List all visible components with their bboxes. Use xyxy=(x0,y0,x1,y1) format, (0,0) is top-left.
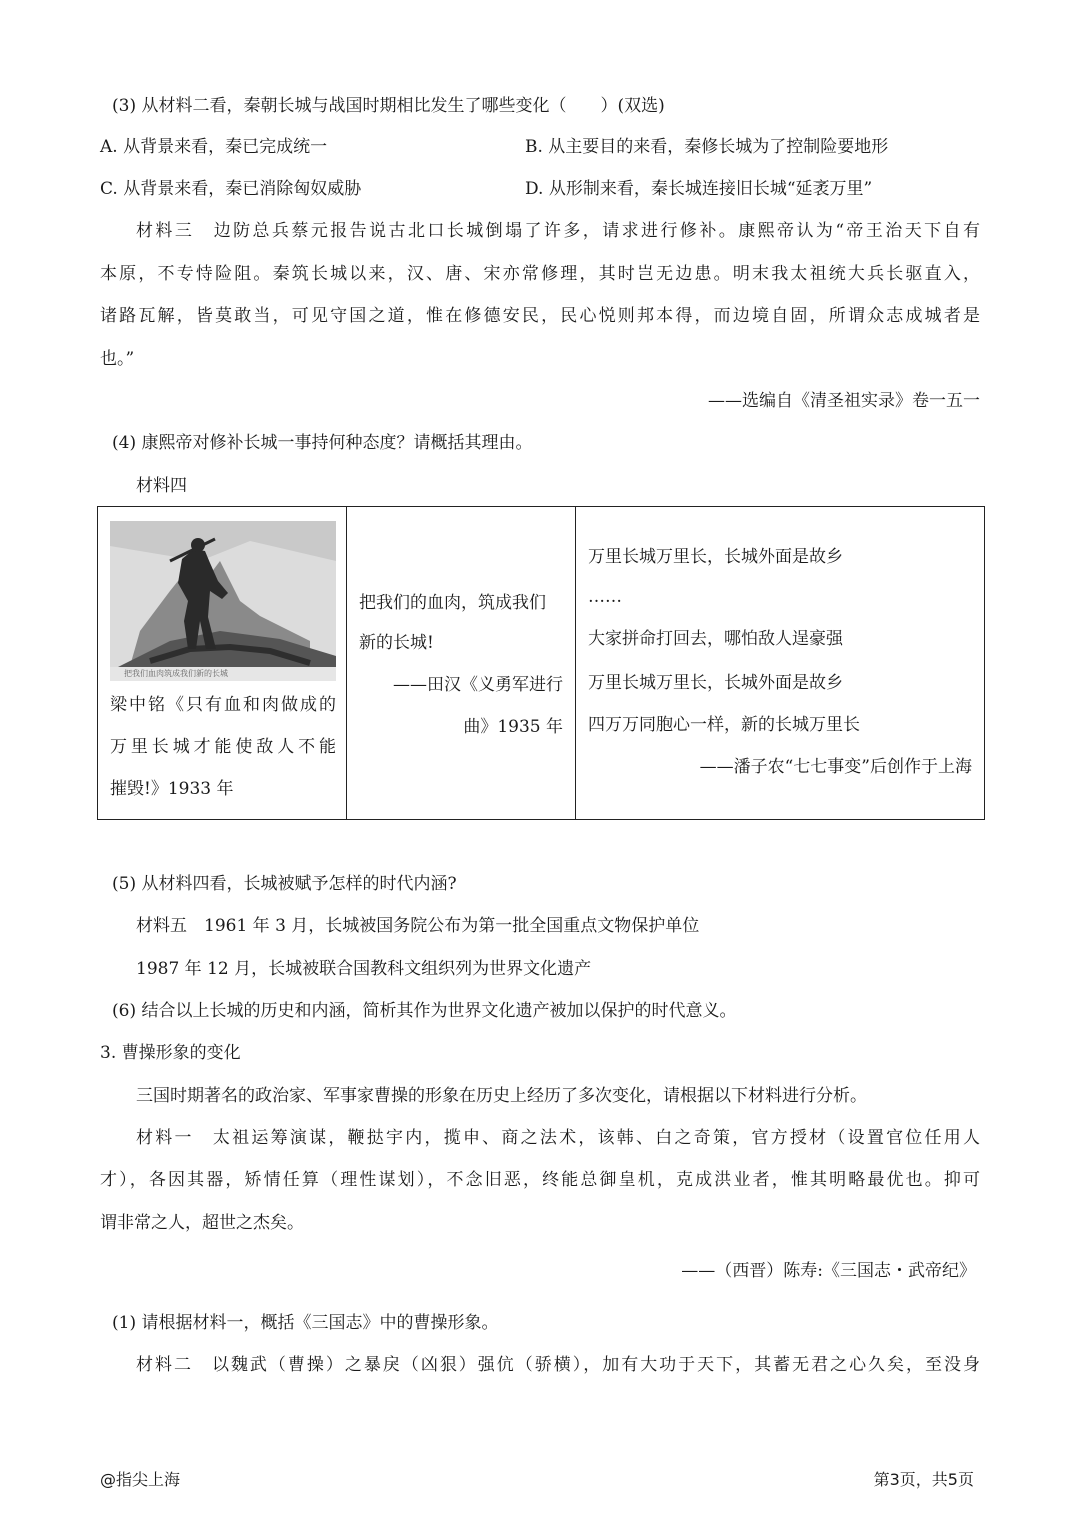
section3-material2-line: 材料二 以魏武（曹操）之暴戾（凶狠）强伉（骄横），加有大功于天下，其蓄无君之心久矣，至没身 xyxy=(136,1355,980,1375)
footer-left: @指尖上海 xyxy=(100,1470,181,1489)
material4-col2-line: 把我们的血肉，筑成我们 xyxy=(359,593,546,613)
material3-line: 诸路瓦解，皆莫敢当，可见守国之道，惟在修德安民，民心悦则邦本得，而边境自固，所谓众志成城者是 xyxy=(100,306,980,326)
q3-option-a: A. 从背景来看，秦已完成统一 xyxy=(100,137,328,157)
material5-line: 1987 年 12 月，长城被联合国教科文组织列为世界文化遗产 xyxy=(136,959,592,979)
material4-col1-line: 梁中铭《只有血和肉做成的 xyxy=(110,695,336,715)
section3-material1-line: 材料一 太祖运筹演谋，鞭挞宇内，揽申、商之法术，该韩、白之奇策，官方授材（设置官位任用人 xyxy=(136,1128,980,1148)
footer-page-number: 第3页，共5页 xyxy=(873,1470,974,1489)
section3-intro: 三国时期著名的政治家、军事家曹操的形象在历史上经历了多次变化，请根据以下材料进行分析。 xyxy=(136,1086,867,1106)
material4-col3-source: ——潘子农“七七事变”后创作于上海 xyxy=(699,757,972,777)
material3-line: 材料三 边防总兵蔡元报告说古北口长城倒塌了许多，请求进行修补。康熙帝认为“帝王治天下自有 xyxy=(136,221,980,241)
material3-line: 也。” xyxy=(100,349,135,369)
material4-cell-song1 xyxy=(347,507,576,820)
material5-line: 材料五 1961 年 3 月，长城被国务院公布为第一批全国重点文物保护单位 xyxy=(136,916,700,936)
q6-text: (6) 结合以上长城的历史和内涵，简析其作为世界文化遗产被加以保护的时代意义。 xyxy=(112,1001,737,1021)
material4-table xyxy=(97,506,985,820)
material4-cell-song2 xyxy=(576,507,985,820)
q3-option-d: D. 从形制来看，秦长城连接旧长城“延袤万里” xyxy=(525,179,873,199)
material4-col2-source: ——田汉《义勇军进行 xyxy=(393,675,563,695)
material4-col3-line: 四万万同胞心一样，新的长城万里长 xyxy=(588,715,860,735)
section3-material1-source: ——（西晋）陈寿:《三国志・武帝纪》 xyxy=(681,1261,976,1281)
material4-cell-poster xyxy=(98,507,347,820)
woodcut-soldier-on-great-wall-icon xyxy=(110,521,336,681)
material3-line: 本原，不专恃险阻。秦筑长城以来，汉、唐、宋亦常修理，其时岂无边患。明末我太祖统大兵长驱直入， xyxy=(100,264,980,284)
material4-col1-line: 摧毁!》1933 年 xyxy=(110,779,234,799)
material4-col2-line: 新的长城! xyxy=(359,633,434,653)
q3-option-c: C. 从背景来看，秦已消除匈奴威胁 xyxy=(100,179,362,199)
material4-col3-line: 大家拼命打回去，哪怕敌人逞豪强 xyxy=(588,629,843,649)
q4-text: (4) 康熙帝对修补长城一事持何种态度？请概括其理由。 xyxy=(112,433,533,453)
material4-col3-line: …… xyxy=(588,587,622,607)
section3-q1: (1) 请根据材料一，概括《三国志》中的曹操形象。 xyxy=(112,1313,499,1333)
section3-material1-line: 谓非常之人，超世之杰矣。 xyxy=(100,1213,304,1233)
section3-heading: 3. 曹操形象的变化 xyxy=(100,1043,241,1063)
material4-col2-source: 曲》1935 年 xyxy=(463,717,563,737)
material4-title: 材料四 xyxy=(136,476,187,496)
material4-col3-line: 万里长城万里长，长城外面是故乡 xyxy=(588,547,843,567)
material4-col1-line: 万里长城才能使敌人不能 xyxy=(110,737,336,757)
section3-material1-line: 才），各因其器，矫情任算（理性谋划），不念旧恶，终能总御皇机，克成洪业者，惟其明略最优也。抑可 xyxy=(100,1170,980,1190)
q3-stem: (3) 从材料二看，秦朝长城与战国时期相比发生了哪些变化（ ）(双选) xyxy=(112,96,665,116)
q3-option-b: B. 从主要目的来看，秦修长城为了控制险要地形 xyxy=(525,137,889,157)
poster-caption: 把我们血肉筑成我们新的长城 xyxy=(124,669,228,678)
material3-source: ——选编自《清圣祖实录》卷一五一 xyxy=(708,391,980,411)
q5-text: (5) 从材料四看，长城被赋予怎样的时代内涵? xyxy=(112,874,457,894)
material4-col3-line: 万里长城万里长，长城外面是故乡 xyxy=(588,673,843,693)
